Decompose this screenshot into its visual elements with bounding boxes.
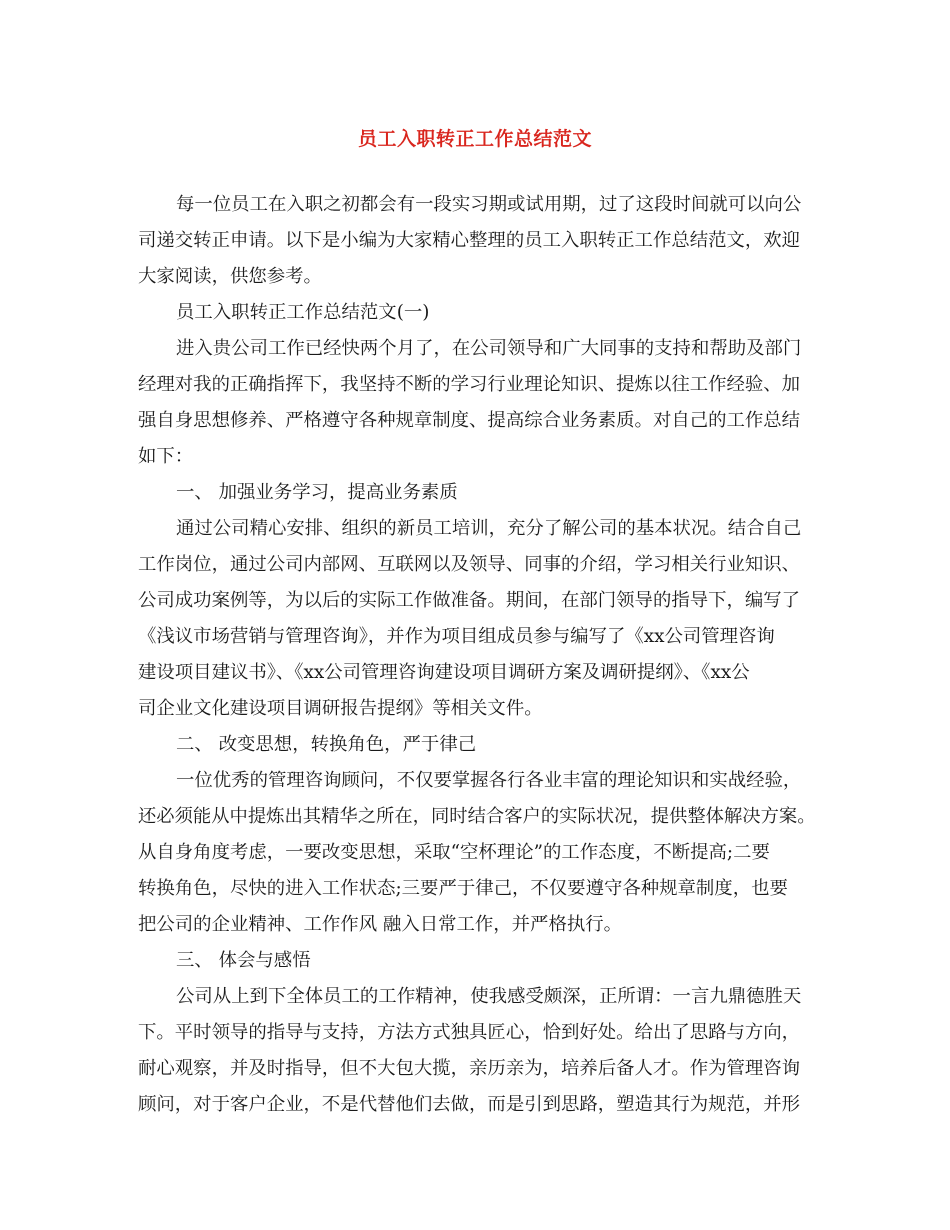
paragraph-line: 转换角色，尽快的进入工作状态;三要严于律己，不仅要遵守各种规章制度，也要 bbox=[138, 878, 788, 899]
section-heading: 二、 改变思想，转换角色，严于律己 bbox=[176, 734, 477, 755]
paragraph-line: 工作岗位，通过公司内部网、互联网以及领导、同事的介绍，学习相关行业知识、 bbox=[138, 554, 801, 575]
paragraph-line: 把公司的企业精神、工作作风 融入日常工作，并严格执行。 bbox=[138, 914, 623, 935]
paragraph-line: 一位优秀的管理咨询顾问，不仅要掌握各行各业丰富的理论知识和实战经验， bbox=[176, 770, 802, 791]
paragraph-line: 还必须能从中提炼出其精华之所在，同时结合客户的实际状况，提供整体解决方案。 bbox=[138, 806, 816, 827]
paragraph-line: 司企业文化建设项目调研报告提纲》等相关文件。 bbox=[138, 698, 543, 719]
paragraph-line: 从自身角度考虑，一要改变思想，采取“空杯理论”的工作态度，不断提高;二要 bbox=[138, 842, 770, 863]
paragraph-line: 大家阅读，供您参考。 bbox=[138, 266, 322, 287]
section-heading: 三、 体会与感悟 bbox=[176, 950, 311, 971]
paragraph-line: 强自身思想修养、严格遵守各种规章制度、提高综合业务素质。对自己的工作总结 bbox=[138, 410, 801, 431]
paragraph-line: 经理对我的正确指挥下，我坚持不断的学习行业理论知识、提炼以往工作经验、加 bbox=[138, 374, 801, 395]
paragraph-line: 每一位员工在入职之初都会有一段实习期或试用期，过了这段时间就可以向公 bbox=[176, 194, 802, 215]
paragraph-line: 公司成功案例等，为以后的实际工作做准备。期间，在部门领导的指导下，编写了 bbox=[138, 590, 801, 611]
paragraph-line: 公司从上到下全体员工的工作精神，使我感受颇深，正所谓：一言九鼎德胜天 bbox=[176, 986, 802, 1007]
paragraph-line: 下。平时领导的指导与支持，方法方式独具匠心，恰到好处。给出了思路与方向， bbox=[138, 1022, 801, 1043]
paragraph-line: 进入贵公司工作已经快两个月了，在公司领导和广大同事的支持和帮助及部门 bbox=[176, 338, 802, 359]
paragraph-line: 建设项目建议书》、《xx公司管理咨询建设项目调研方案及调研提纲》、《xx公 bbox=[138, 662, 750, 683]
section-heading: 一、 加强业务学习，提高业务素质 bbox=[176, 482, 458, 503]
section-heading: 员工入职转正工作总结范文(一) bbox=[176, 302, 430, 323]
document-title: 员工入职转正工作总结范文 bbox=[357, 128, 592, 150]
paragraph-line: 司递交转正申请。以下是小编为大家精心整理的员工入职转正工作总结范文，欢迎 bbox=[138, 230, 801, 251]
paragraph-line: 顾问，对于客户企业，不是代替他们去做，而是引到思路，塑造其行为规范，并形 bbox=[138, 1094, 801, 1115]
paragraph-line: 耐心观察，并及时指导，但不大包大揽，亲历亲为，培养后备人才。作为管理咨询 bbox=[138, 1058, 801, 1079]
paragraph-line: 如下： bbox=[138, 446, 194, 467]
paragraph-line: 通过公司精心安排、组织的新员工培训，充分了解公司的基本状况。结合自己 bbox=[176, 518, 802, 539]
paragraph-line: 《浅议市场营销与管理咨询》，并作为项目组成员参与编写了《xx公司管理咨询 bbox=[138, 626, 775, 647]
